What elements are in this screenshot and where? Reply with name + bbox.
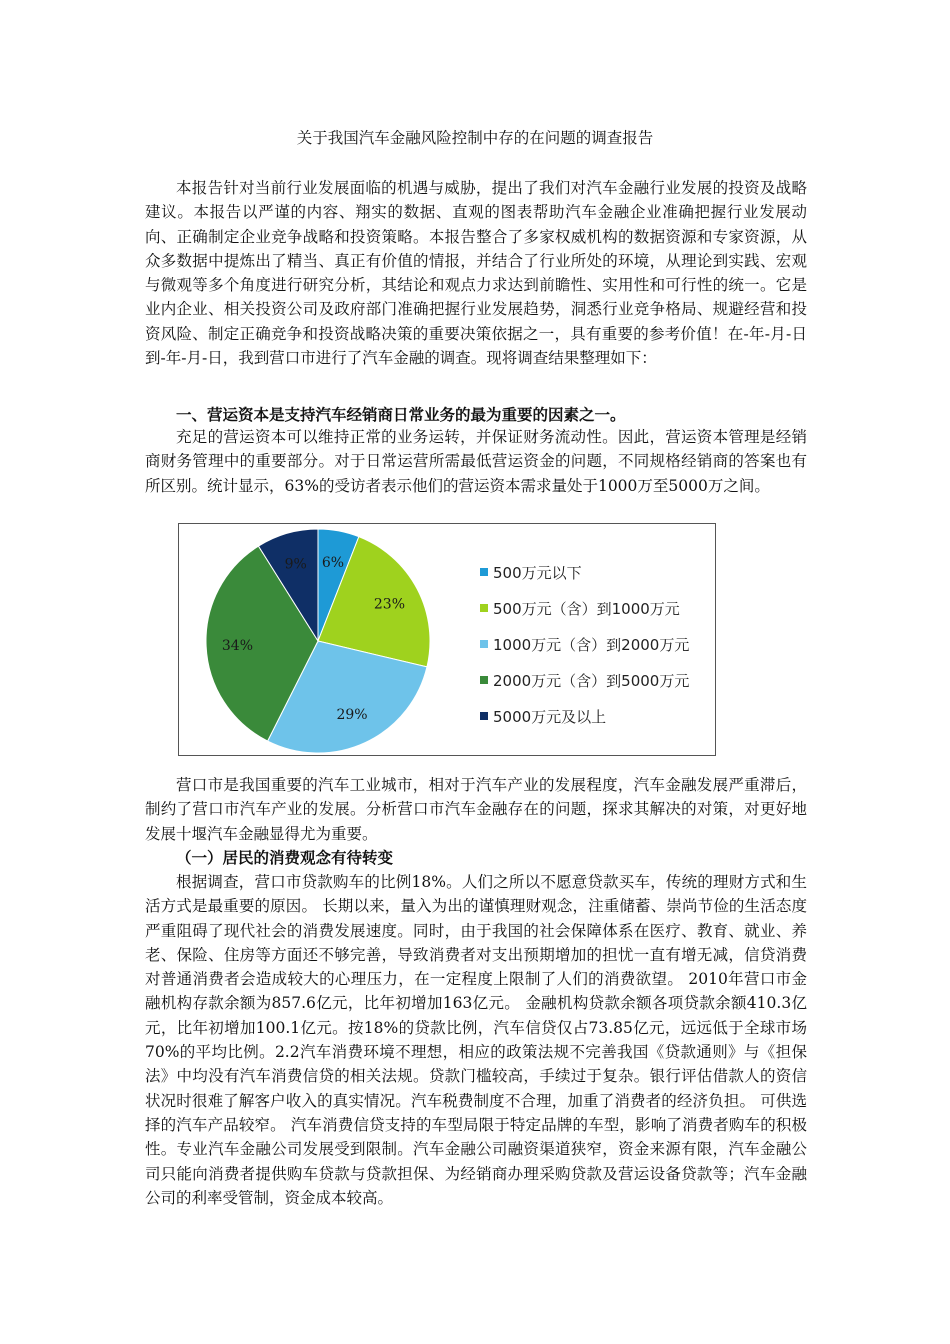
pie-slice-label-1: 6% xyxy=(321,554,345,571)
intro-paragraph: 本报告针对当前行业发展面临的机遇与威胁，提出了我们对汽车金融行业发展的投资及战略建议。本报告以严谨的内容、翔实的数据、直观的图表帮助汽车金融企业准确把握行业发展动向、正确制定企业竞争战略和投资策略。本报告整合了多家权威机构的数据资源和专家资源，从众多数据中提炼出了精当、真正有价值的情报，并结合了行业所处的环境，从理论到实践、宏观与微观等多个角度进行研究分析，其结论和观点力求达到前瞻性、实用性和可行性的统一。它是业内企业、相关投资公司及政府部门准确把握行业发展趋势，洞悉行业竞争格局、规避经营和投资风险、制定正确竞争和投资战略决策的重要决策依据之一，具有重要的参考价值！在-年-月-日到-年-月-日，我到营口市进行了汽车金融的调查。现将调查结果整理如下： xyxy=(145,179,807,368)
legend-label-3: 1000万元（含）到2000万元 xyxy=(493,636,690,654)
paragraph-consumption: 根据调查，营口市贷款购车的比例18%。人们之所以不愿意贷款买车，传统的理财方式和生活方式是最重要的原因。 长期以来，量入为出的谨慎理财观念，注重储蓄、崇尚节俭的生活态度严重阻碍了现代社会的消费发展速度。同时，由于我国的社会保障体系在医疗、教育、就业、养老、保险、住房等方面还不够完善，导致消费者对支出预期增加的担忧一直有增无减，信贷消费对普通消费者会造成较大的心理压力，在一定程度上限制了人们的消费欲望。 2010年营口市金融机构存款余额为857.6亿元，比年初增加163亿元。 金融机构贷款余额各项贷款余额410.3亿元，比年初增加100.1亿元。按18%的贷款比例，汽车信贷仅占73.85亿元，远远低于全球市场70%的平均比例。2.2汽车消费环境不理想，相应的政策法规不完善我国《贷款通则》与《担保法》中均没有汽车消费信贷的相关法规。贷款门槛较高，手续过于复杂。银行评估借款人的资信状况时很难了解客户收入的真实情况。汽车税费制度不合理，加重了消费者的经济负担。 可供选择的汽车产品较窄。 汽车消费信贷支持的车型局限于特定品牌的车型，影响了消费者购车的积极性。专业汽车金融公司发展受到限制。汽车金融公司融资渠道狭窄，资金来源有限，汽车金融公司只能向消费者提供购车贷款与贷款担保、为经销商办理采购贷款及营运设备贷款等；汽车金融公司的利率受管制，资金成本较高。 xyxy=(145,873,807,1207)
pie-slice-label-3: 29% xyxy=(336,707,368,724)
pie-chart xyxy=(178,523,716,756)
legend-swatch-1 xyxy=(480,568,488,576)
pie-slice-label-4: 34% xyxy=(221,637,254,654)
section-heading-2: （一）居民的消费观念有待转变 xyxy=(176,848,394,867)
legend-label-2: 500万元（含）到1000万元 xyxy=(493,600,680,618)
pie-slice-label-5: 9% xyxy=(284,556,307,573)
paragraph-working-capital: 充足的营运资本可以维持正常的业务运转，并保证财务流动性。因此，营运资本管理是经销商财务管理中的重要部分。对于日常运营所需最低营运资金的问题，不同规格经销商的答案也有所区别。统计显示，63%的受访者表示他们的营运资本需求量处于1000万至5000万之间。 xyxy=(145,428,807,495)
legend-swatch-4 xyxy=(480,676,488,684)
legend-label-1: 500万元以下 xyxy=(493,564,582,582)
document-title: 关于我国汽车金融风险控制中存的在问题的调查报告 xyxy=(296,129,654,147)
paragraph-yingkou: 营口市是我国重要的汽车工业城市，相对于汽车产业的发展程度，汽车金融发展严重滞后，制约了营口市汽车产业的发展。分析营口市汽车金融存在的问题，探求其解决的对策，对更好地发展十堰汽车金融显得尤为重要。 xyxy=(145,776,807,843)
legend-label-4: 2000万元（含）到5000万元 xyxy=(493,672,690,690)
legend-swatch-2 xyxy=(480,604,488,612)
pie-slice-label-2: 23% xyxy=(373,596,406,613)
pie-chart-svg xyxy=(179,524,717,757)
legend-label-5: 5000万元及以上 xyxy=(493,708,607,726)
legend-swatch-5 xyxy=(480,712,488,720)
section-heading-1: 一、营运资本是支持汽车经销商日常业务的最为重要的因素之一。 xyxy=(176,405,626,424)
legend-swatch-3 xyxy=(480,640,488,648)
